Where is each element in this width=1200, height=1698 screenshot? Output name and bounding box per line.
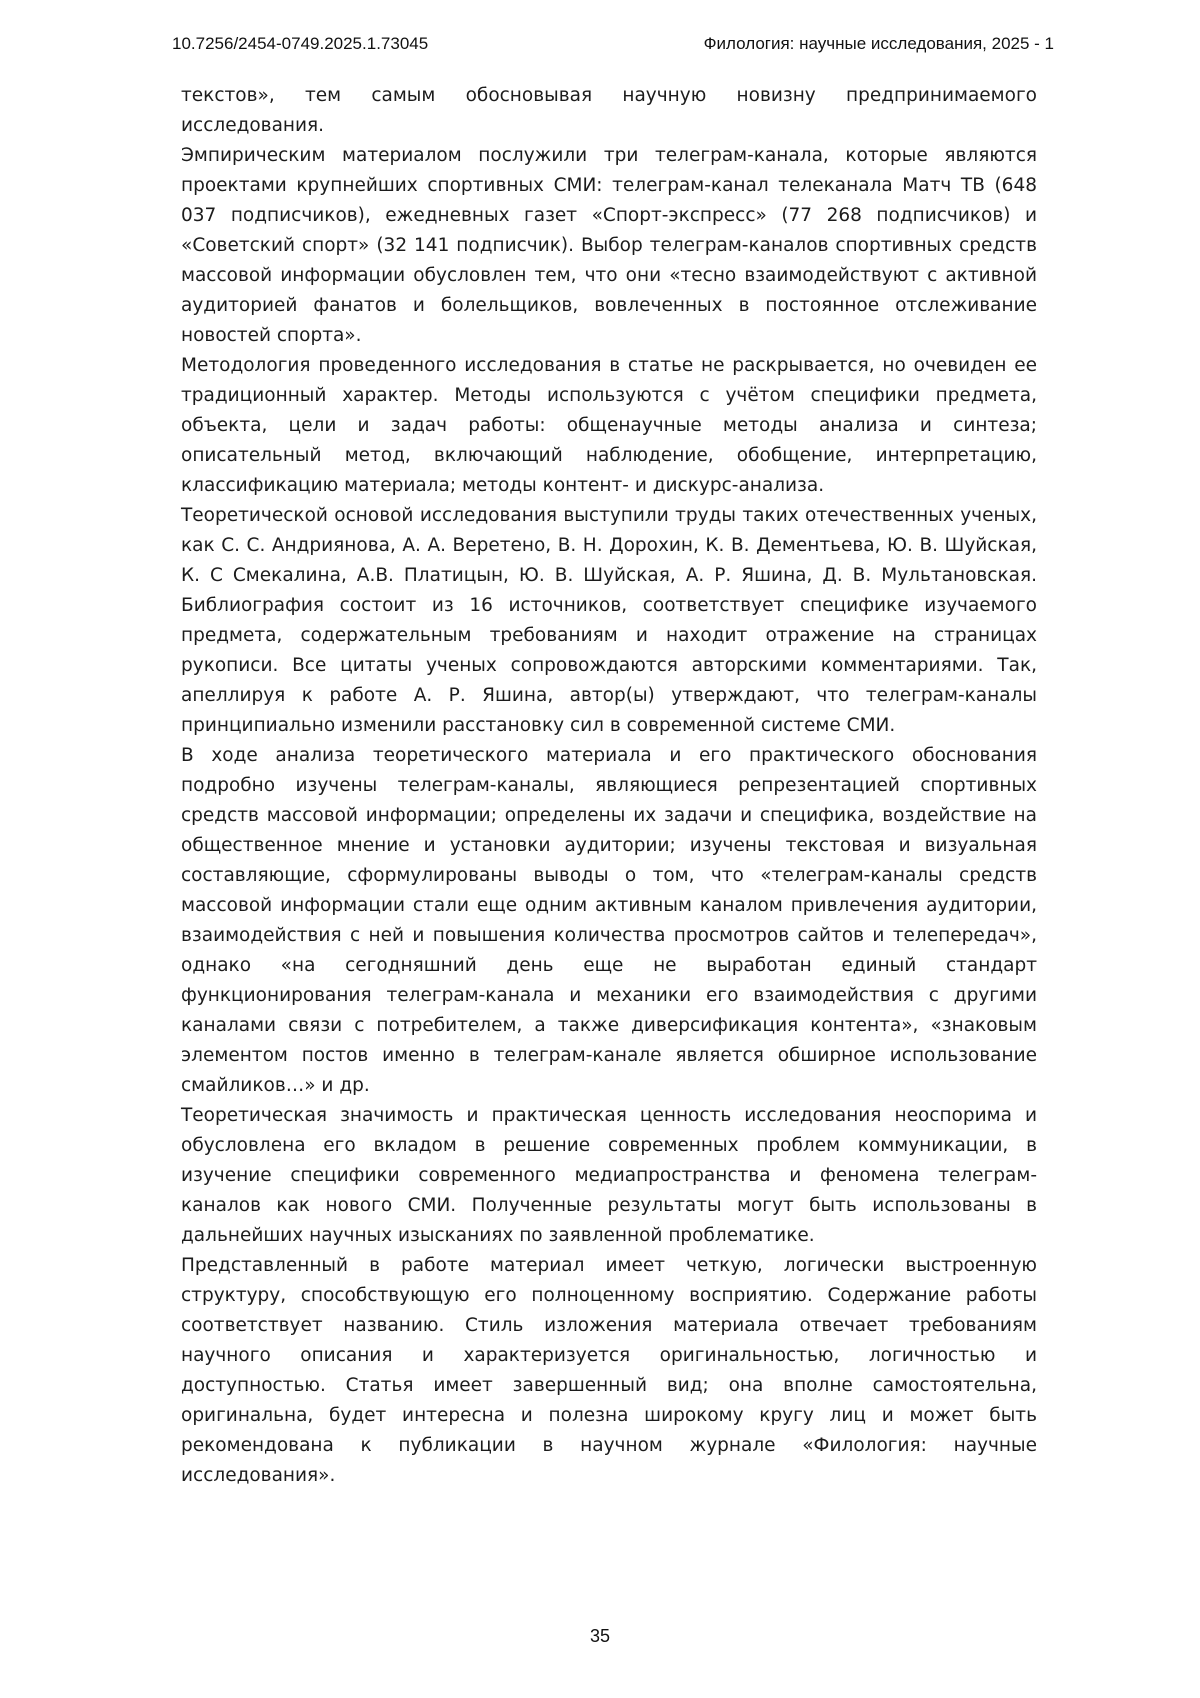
paragraph: В ходе анализа теоретического материала и его практического обоснования подробно изучены телеграм-каналы, являющиеся репрезентацией спортивных средств массовой информации; определены их задачи и специфика, воздействие на общественное мнение и установки аудитории; изучены текстовая и визуальная составляющие, сформулированы выводы о том, что «телеграм-каналы средств массовой информации стали еще одним активным каналом привлечения аудитории, взаимодействия с ней и повышения количества просмотров сайтов и телепередач», однако «на сегодняшний день еще не выработан единый стандарт функционирования телеграм-канала и механики его взаимодействия с другими каналами связи с потребителем, а также диверсификация контента», «знаковым элементом постов именно в телеграм-канале является обширное использование смайликов…» и др. (181, 745, 1037, 1096)
header-journal-title: Филология: научные исследования, 2025 - 1 (703, 34, 1054, 53)
header-doi: 10.7256/2454-0749.2025.1.73045 (172, 34, 429, 53)
page-footer (0, 1626, 1200, 1647)
page-number: 35 (589, 1626, 611, 1646)
paragraph: Методология проведенного исследования в статье не раскрывается, но очевиден ее традиционный характер. Методы используются с учётом специфики предмета, объекта, цели и задач работы: общенаучные методы анализа и синтеза; описательный метод, включающий наблюдение, обобщение, интерпретацию, классификацию материала; методы контент- и дискурс-анализа. (181, 355, 1037, 496)
paragraph: текстов», тем самым обосновывая научную новизну предпринимаемого исследования. (181, 85, 1037, 136)
review-text-body (181, 81, 1037, 1491)
paragraph: Представленный в работе материал имеет четкую, логически выстроенную структуру, способствующую его полноценному восприятию. Содержание работы соответствует названию. Стиль изложения материала отвечает требованиям научного описания и характеризуется оригинальностью, логичностью и доступностью. Статья имеет завершенный вид; она вполне самостоятельна, оригинальна, будет интересна и полезна широкому кругу лиц и может быть рекомендована к публикации в научном журнале «Филология: научные исследования». (181, 1255, 1037, 1486)
page-header (172, 34, 1054, 54)
paragraph: Эмпирическим материалом послужили три телеграм-канала, которые являются проектами крупнейших спортивных СМИ: телеграм-канал телеканала Матч ТВ (648 037 подписчиков), ежедневных газет «Спорт-экспресс» (77 268 подписчиков) и «Советский спорт» (32 141 подписчик). Выбор телеграм-каналов спортивных средств массовой информации обусловлен тем, что они «тесно взаимодействуют с активной аудиторией фанатов и болельщиков, вовлеченных в постоянное отслеживание новостей спорта». (181, 145, 1037, 346)
paragraph: Теоретическая значимость и практическая ценность исследования неоспорима и обусловлена его вкладом в решение современных проблем коммуникации, в изучение специфики современного медиапространства и феномена телеграм-каналов как нового СМИ. Полученные результаты могут быть использованы в дальнейших научных изысканиях по заявленной проблематике. (181, 1105, 1037, 1246)
paragraph: Теоретической основой исследования выступили труды таких отечественных ученых, как С. С. Андриянова, А. А. Веретено, В. Н. Дорохин, К. В. Дементьева, Ю. В. Шуйская, К. С Смекалина, А.В. Платицын, Ю. В. Шуйская, А. Р. Яшина, Д. В. Мультановская. Библиография состоит из 16 источников, соответствует специфике изучаемого предмета, содержательным требованиям и находит отражение на страницах рукописи. Все цитаты ученых сопровождаются авторскими комментариями. Так, апеллируя к работе А. Р. Яшина, автор(ы) утверждают, что телеграм-каналы принципиально изменили расстановку сил в современной системе СМИ. (181, 505, 1037, 736)
